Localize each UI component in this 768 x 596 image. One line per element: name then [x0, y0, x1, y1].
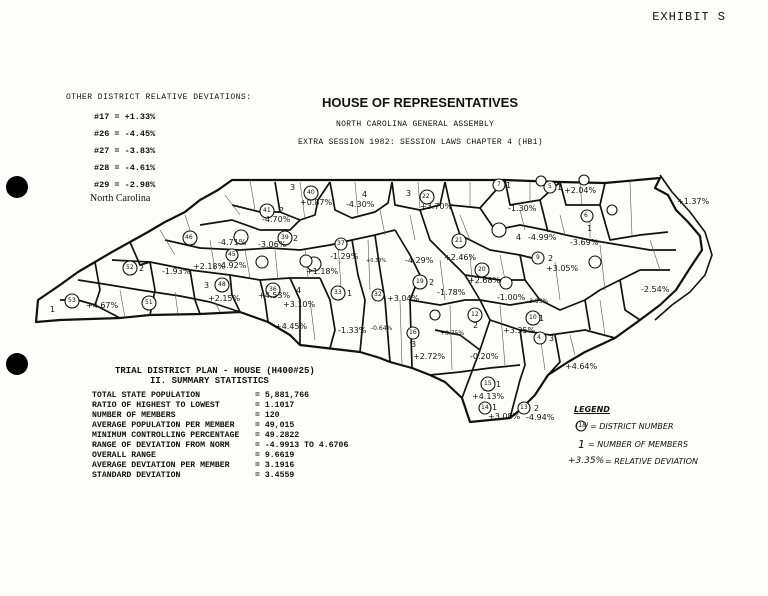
legend-members-label: = NUMBER OF MEMBERS — [588, 440, 689, 449]
stat-value: = 3.4559 — [255, 471, 295, 480]
district-deviation: -1.33% — [338, 326, 367, 335]
district-deviation: +3.04% — [387, 294, 420, 303]
district-members: 1 — [347, 289, 353, 298]
district-deviation: -1.93% — [162, 267, 191, 276]
district-members: 2 — [139, 264, 145, 273]
other-deviation-item: #29 = -2.98% — [94, 180, 156, 190]
district-members: 3 — [549, 334, 555, 343]
district-number: 39 — [281, 234, 289, 241]
district-deviation: -4.99% — [528, 233, 557, 242]
district-deviation: +2.18% — [193, 262, 226, 271]
other-deviations-title: OTHER DISTRICT RELATIVE DEVIATIONS: — [66, 93, 252, 102]
district-deviation: +3.08% — [488, 412, 521, 421]
district-number: 21 — [455, 237, 463, 244]
stat-label: RANGE OF DEVIATION FROM NORM — [92, 441, 230, 450]
district-members: 1 — [50, 305, 56, 314]
district-deviation: +2.15% — [208, 294, 241, 303]
district-members: 2 — [473, 321, 479, 330]
district-deviation: -4.94% — [526, 413, 555, 422]
district-deviation: -3.06% — [258, 240, 287, 249]
other-deviation-item: #17 = +1.33% — [94, 112, 156, 122]
stat-value: = -4.9913 TO 4.6706 — [255, 441, 349, 450]
district-deviation: +1.37% — [677, 197, 710, 206]
district-number: 51 — [145, 299, 153, 306]
district-number: 52 — [126, 264, 134, 271]
district-members: 1 — [539, 314, 545, 323]
district-number: 6 — [584, 212, 588, 219]
district-members: 1 — [557, 183, 563, 192]
district-members: 1 — [496, 380, 502, 389]
state-name: North Carolina — [90, 193, 151, 204]
district-deviation: +4.53% — [258, 291, 291, 300]
page-title: HOUSE OF REPRESENTATIVES — [322, 95, 518, 110]
district-deviation: +4.67% — [86, 301, 119, 310]
district-deviation: -4.92% — [218, 261, 247, 270]
district-deviation: -4.70% — [262, 215, 291, 224]
legend-district-symbol: (18) — [576, 422, 589, 429]
district-deviation: +0.75% — [440, 330, 465, 337]
exhibit-label: EXHIBIT S — [652, 10, 726, 24]
district-members: 2 — [279, 206, 285, 215]
legend-members-symbol: 1 — [578, 438, 585, 451]
district-number: 20 — [478, 266, 486, 273]
district-members: 3 — [411, 340, 417, 349]
district-deviation: +3.70% — [420, 202, 453, 211]
district-members: 3 — [406, 189, 412, 198]
stat-value: = 5,881,766 — [255, 391, 310, 400]
district-deviation: +2.72% — [413, 352, 446, 361]
district-deviation: +0.87% — [300, 198, 333, 207]
plan-title: TRIAL DISTRICT PLAN - HOUSE (H400#25) — [115, 366, 315, 376]
other-deviation-item: #26 = -4.45% — [94, 129, 156, 139]
session-label: EXTRA SESSION 1982: SESSION LAWS CHAPTER 4 (HB1) — [298, 138, 543, 147]
district-members: 3 — [204, 281, 210, 290]
district-deviation: -3.93% — [527, 298, 549, 305]
district-members: 4 — [516, 233, 522, 242]
district-number: 9 — [536, 254, 540, 261]
district-members: 2 — [534, 404, 540, 413]
stat-label: OVERALL RANGE — [92, 451, 156, 460]
district-deviation: -4.30% — [346, 200, 375, 209]
district-deviation: +4.45% — [275, 322, 308, 331]
stat-value: = 120 — [255, 411, 280, 420]
district-deviation: +3.05% — [546, 264, 579, 273]
district-number: 48 — [218, 281, 226, 288]
other-deviation-item: #28 = -4.61% — [94, 163, 156, 173]
stat-label: AVERAGE DEVIATION PER MEMBER — [92, 461, 230, 470]
district-deviation: +1.18% — [306, 267, 339, 276]
district-deviation: -4.71% — [218, 238, 247, 247]
district-number: 10 — [529, 314, 537, 321]
district-number: 40 — [307, 189, 315, 196]
district-deviation: +4.13% — [472, 392, 505, 401]
district-number: 37 — [337, 240, 345, 247]
plan-subtitle: II. SUMMARY STATISTICS — [150, 376, 269, 386]
district-members: 2 — [429, 278, 435, 287]
district-number: 7 — [497, 181, 501, 188]
district-deviation: +0.30% — [366, 258, 387, 264]
district-deviation: -4.29% — [405, 256, 434, 265]
district-members: 1 — [506, 181, 512, 190]
district-number: 53 — [68, 297, 76, 304]
district-deviation: +3.35% — [503, 326, 536, 335]
assembly-label: NORTH CAROLINA GENERAL ASSEMBLY — [336, 120, 495, 129]
district-members: 3 — [290, 183, 296, 192]
district-number: 4 — [537, 334, 541, 341]
district-deviation: -0.64% — [371, 325, 393, 332]
district-number: 12 — [471, 311, 479, 318]
stat-value: = 9.6619 — [255, 451, 295, 460]
district-number: 5 — [548, 183, 552, 190]
stat-label: NUMBER OF MEMBERS — [92, 411, 176, 420]
district-number: 22 — [422, 193, 430, 200]
district-deviation: +2.04% — [564, 186, 597, 195]
district-number: 13 — [520, 404, 528, 411]
stat-value: = 1.1017 — [255, 401, 295, 410]
stat-label: AVERAGE POPULATION PER MEMBER — [92, 421, 235, 430]
district-deviation: +2.46% — [444, 253, 477, 262]
district-number: 16 — [409, 329, 417, 336]
district-number: 36 — [269, 286, 277, 293]
stat-label: STANDARD DEVIATION — [92, 471, 181, 480]
district-members: 4 — [296, 286, 302, 295]
district-number: 19 — [416, 278, 424, 285]
district-members: 1 — [492, 403, 498, 412]
district-deviation: +3.10% — [283, 300, 316, 309]
district-deviation: +2.68% — [468, 276, 501, 285]
district-members: 2 — [293, 234, 299, 243]
district-number: 33 — [334, 289, 342, 296]
stat-label: TOTAL STATE POPULATION — [92, 391, 201, 400]
district-members: 4 — [362, 190, 368, 199]
legend-deviation-label: = RELATIVE DEVIATION — [605, 457, 698, 466]
district-deviation: -1.30% — [508, 204, 537, 213]
district-deviation: -1.00% — [497, 293, 526, 302]
other-deviation-item: #27 = -3.83% — [94, 146, 156, 156]
district-deviation: -2.54% — [641, 285, 670, 294]
district-number: 46 — [185, 234, 193, 241]
stat-value: = 49,015 — [255, 421, 295, 430]
district-deviation: +4.64% — [565, 362, 598, 371]
legend-district-label: = DISTRICT NUMBER — [590, 422, 674, 431]
district-deviation: -3.69% — [570, 238, 599, 247]
stat-value: = 49.2822 — [255, 431, 300, 440]
district-number: 15 — [484, 380, 492, 387]
district-members: 2 — [548, 254, 554, 263]
district-deviation: -1.29% — [330, 252, 359, 261]
district-number: 45 — [228, 251, 236, 258]
stat-label: RATIO OF HIGHEST TO LOWEST — [92, 401, 220, 410]
district-deviation: -1.78% — [437, 288, 466, 297]
district-number: 32 — [374, 291, 382, 298]
district-number: 14 — [481, 404, 489, 411]
legend-title: LEGEND — [574, 405, 610, 414]
district-deviation: -0.20% — [470, 352, 499, 361]
district-number: 41 — [263, 207, 271, 214]
district-members: 1 — [587, 224, 593, 233]
stat-value: = 3.1916 — [255, 461, 295, 470]
stat-label: MINIMUM CONTROLLING PERCENTAGE — [92, 431, 240, 440]
legend-deviation-symbol: +3.35% — [568, 456, 605, 466]
